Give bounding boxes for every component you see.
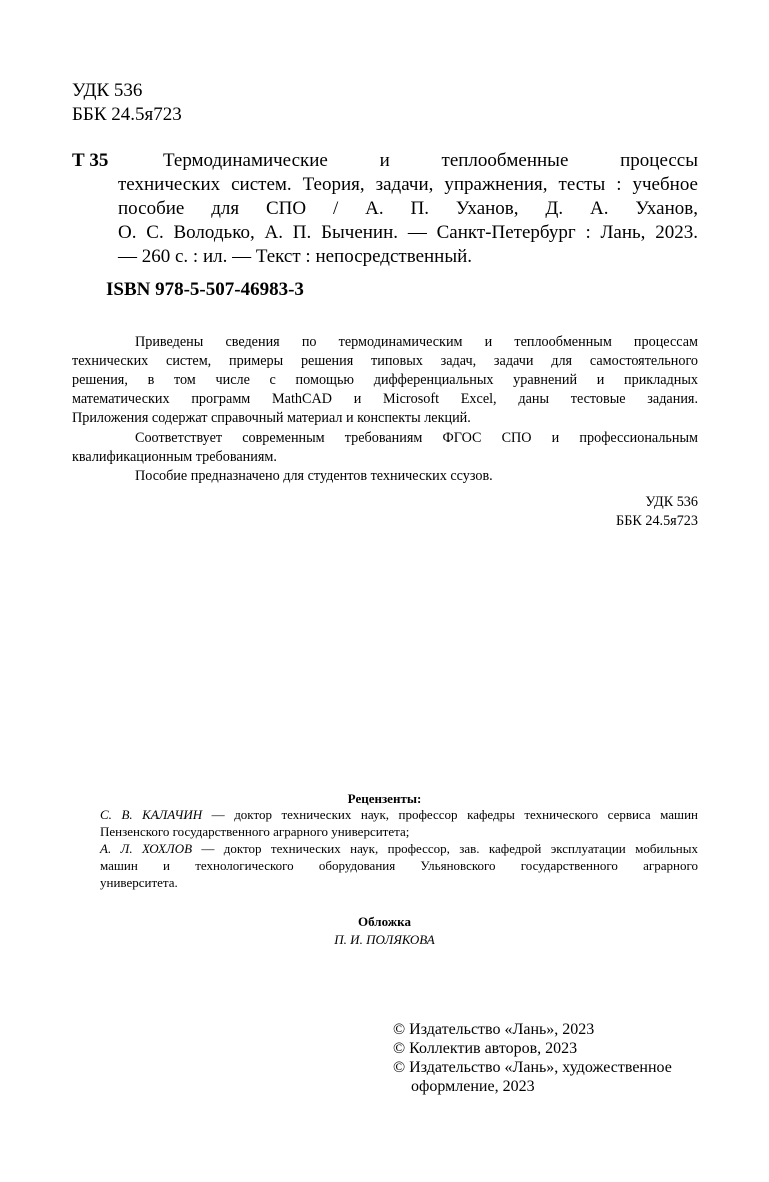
copyright-line-4: оформление, 2023 (411, 1078, 535, 1095)
reviewer-1-name: С. В. КАЛАЧИН (100, 807, 203, 822)
bib-line-1: Термодинамические и теплообменные процессы (163, 150, 698, 171)
copyright-line-3: © Издательство «Лань», художественное (393, 1059, 672, 1076)
author-mark: Т 35 (72, 150, 109, 171)
abstract-line-3: решения, в том числе с помощью дифференциальных уравнений и прикладных (72, 372, 698, 388)
reviewer-2-name: А. Л. ХОХЛОВ (100, 841, 193, 856)
copyright-line-2: © Коллектив авторов, 2023 (393, 1040, 578, 1057)
abstract-line-7: квалификационным требованиям. (72, 449, 277, 465)
reviewer-2-desc: — доктор технических наук, профессор, зав. кафедрой эксплуатации мобильных (192, 841, 699, 856)
isbn: ISBN 978-5-507-46983-3 (106, 279, 304, 300)
bib-line-2: технических систем. Теория, задачи, упражнения, тесты : учебное (118, 174, 698, 195)
abstract-udk: УДК 536 (645, 494, 698, 510)
bib-line-5: — 260 с. : ил. — Текст : непосредственный. (118, 246, 473, 267)
bib-line-4: О. С. Володько, А. П. Быченин. — Санкт-Петербург : Лань, 2023. (118, 222, 698, 243)
abstract-line-8: Пособие предназначено для студентов технических ссузов. (135, 468, 493, 484)
abstract-line-4: математических программ MathCAD и Microsoft Excel, даны тестовые задания. (72, 391, 698, 407)
copyright-line-1: © Издательство «Лань», 2023 (393, 1021, 595, 1038)
abstract-line-5: Приложения содержат справочный материал и конспекты лекций. (72, 410, 471, 426)
reviewer-1-line-1 (100, 806, 698, 823)
reviewer-2-line-3: университета. (100, 875, 178, 890)
abstract-line-6: Соответствует современным требованиям ФГОС СПО и профессиональным (135, 430, 698, 446)
abstract-bbk: ББК 24.5я723 (616, 513, 698, 529)
reviewer-2-line-2: машин и технологического оборудования Ульяновского государственного аграрного (100, 858, 698, 873)
bbk-code: ББК 24.5я723 (72, 104, 182, 125)
reviewer-2-line-1 (100, 840, 698, 857)
reviewers-heading: Рецензенты: (347, 791, 422, 806)
reviewer-1-desc: — доктор технических наук, профессор кафедры технического сервиса машин (202, 807, 698, 822)
abstract-line-2: технических систем, примеры решения типовых задач, задачи для самостоятельного (72, 353, 698, 369)
abstract-line-1: Приведены сведения по термодинамическим и теплообменным процессам (135, 334, 698, 350)
bib-line-3: пособие для СПО / А. П. Уханов, Д. А. Уханов, (118, 198, 698, 219)
cover-heading: Обложка (358, 914, 411, 929)
udk-code: УДК 536 (72, 80, 143, 101)
cover-author: П. И. ПОЛЯКОВА (334, 932, 435, 947)
reviewer-1-line-2: Пензенского государственного аграрного университета; (100, 824, 410, 839)
